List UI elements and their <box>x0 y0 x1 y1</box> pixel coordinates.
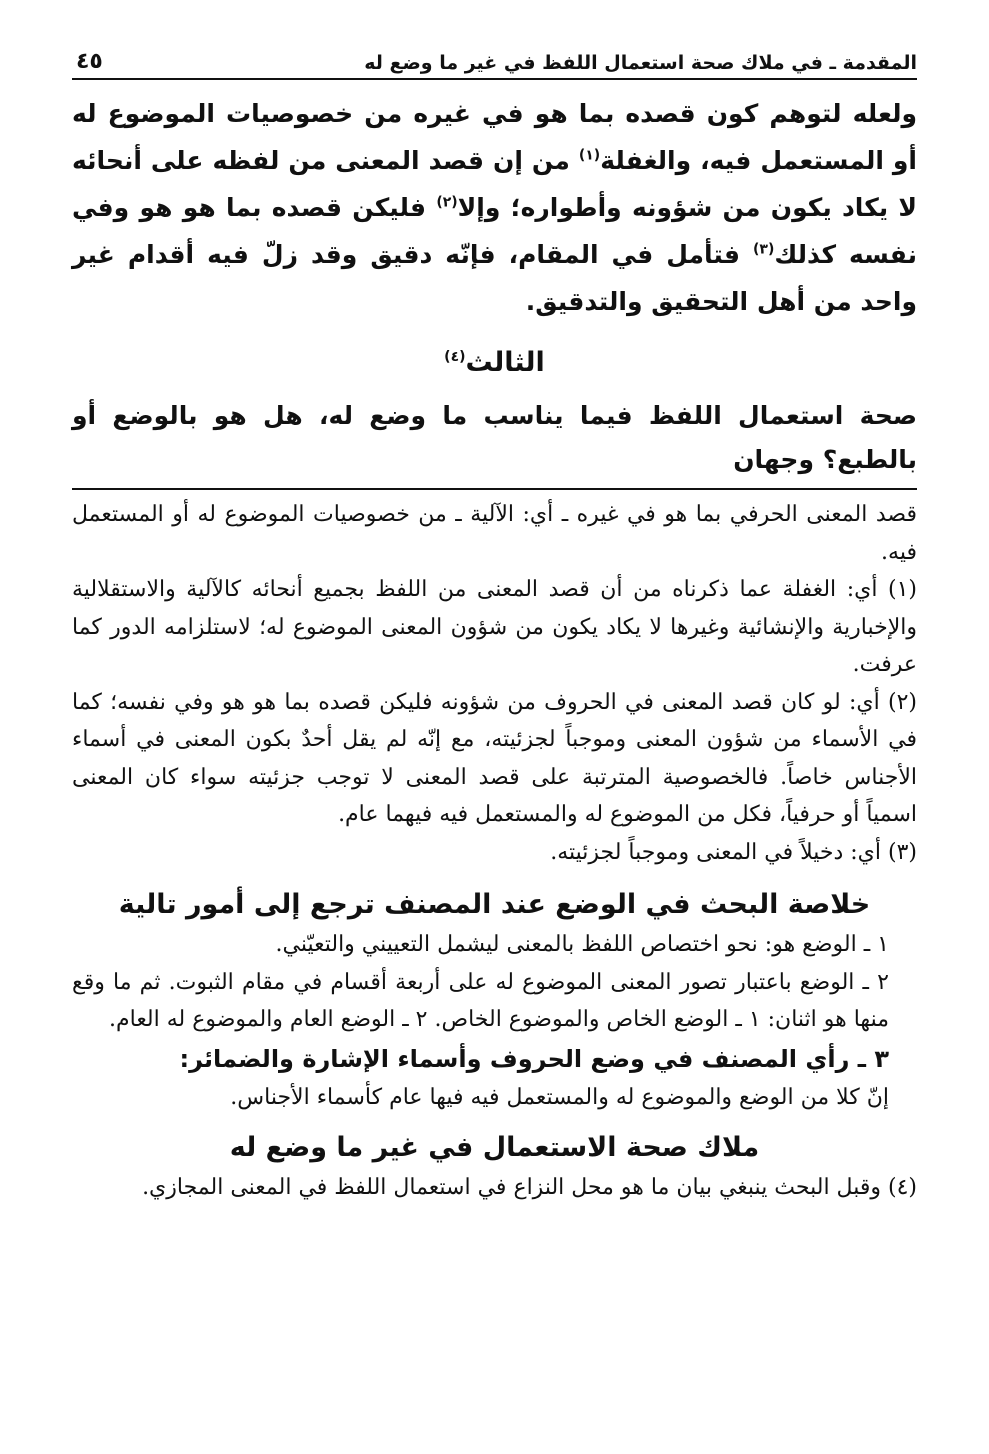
summary-item-3-text: إنّ كلا من الوضع والموضوع له والمستعمل فيه فيها عام كأسماء الأجناس. <box>230 1084 889 1110</box>
summary-heading: خلاصة البحث في الوضع عند المصنف ترجع إلى أمور تالية <box>118 889 871 920</box>
main-text-part2: من إن قصد المعنى من لفظه على أنحائه لا يكاد يكون من شؤونه وأطواره؛ وإلا <box>72 146 917 222</box>
summary <box>72 926 917 1116</box>
section-subtitle: صحة استعمال اللفظ فيما يناسب ما وضع له، هل هو بالوضع أو بالطبع؟ وجهان <box>72 401 917 474</box>
footnote-1: (١) أي: الغفلة عما ذكرناه من أن قصد المعنى من اللفظ بجميع أنحائه كالآلية والاستقلالية والإخبارية والإنشائية وغيرها لا يكاد يكون من شؤون المعنى الموضوع له؛ لاستلزامه الدور كما عرفت. <box>72 577 917 677</box>
footnote-continuation: قصد المعنى الحرفي بما هو في غيره ـ أي: الآلية ـ من خصوصيات الموضوع له أو المستعمل فيه. <box>72 502 917 565</box>
footnote-divider <box>72 488 917 490</box>
page-number: ٤٥ <box>76 49 103 74</box>
main-text-part3: فليكن قصده بما هو هو وفي نفسه كذلك <box>72 193 917 269</box>
section-title: الثالث <box>465 347 545 378</box>
footnotes <box>72 496 917 871</box>
book-page <box>72 40 917 1207</box>
section-heading <box>72 347 917 378</box>
summary-item-1: ١ ـ الوضع هو: نحو اختصاص اللفظ بالمعنى ليشمل التعييني والتعيّني. <box>275 932 889 957</box>
summary-item-3-heading: ٣ ـ رأي المصنف في وضع الحروف وأسماء الإشارة والضمائر: <box>179 1044 889 1073</box>
header-title: المقدمة ـ في ملاك صحة استعمال اللفظ في غير ما وضع له <box>364 52 917 74</box>
footnote-3: (٣) أي: دخيلاً في المعنى وموجباً لجزئيته. <box>550 839 917 865</box>
main-paragraph <box>72 90 917 325</box>
running-header <box>72 40 917 80</box>
final-heading: ملاك صحة الاستعمال في غير ما وضع له <box>229 1132 760 1163</box>
footnote-ref-3[interactable]: (٣) <box>753 241 775 258</box>
footnote-4: (٤) وقبل البحث ينبغي بيان ما هو محل النزاع في استعمال اللفظ في المعنى المجازي. <box>142 1175 917 1200</box>
footnote-ref-2[interactable]: (٢) <box>436 194 458 211</box>
footnote-ref-1[interactable]: (١) <box>578 147 601 164</box>
main-text-part4: فتأمل في المقام، فإنّه دقيق وقد زلّ فيه أقدام غير واحد من أهل التحقيق والتدقيق. <box>72 240 917 316</box>
main-text-part1: ولعله لتوهم كون قصده بما هو في غيره من خصوصيات الموضوع له أو المستعمل فيه، والغفلة <box>72 99 917 175</box>
summary-item-2: ٢ ـ الوضع باعتبار تصور المعنى الموضوع له على أربعة أقسام في مقام الثبوت. ثم ما وقع منها هو اثنان: ١ ـ الوضع الخاص والموضوع الخاص. ٢ ـ الوضع العام والموضوع له العام. <box>72 969 889 1032</box>
footnote-ref-4[interactable]: (٤) <box>444 349 466 365</box>
footnote-2: (٢) أي: لو كان قصد المعنى في الحروف من شؤونه فليكن قصده بما هو هو وفي نفسه؛ كما في الأسماء من شؤون المعنى وموجباً لجزئيته، مع إنّه لم يقل أحدٌ بكون المعنى في أسماء الأجناس خاصاً. فالخصوصية المترتبة على قصد المعنى لا توجب جزئيته سواء كان المعنى اسمياً أو حرفياً، فكل من الموضوع له والمستعمل فيه فيهما عام. <box>72 689 917 827</box>
